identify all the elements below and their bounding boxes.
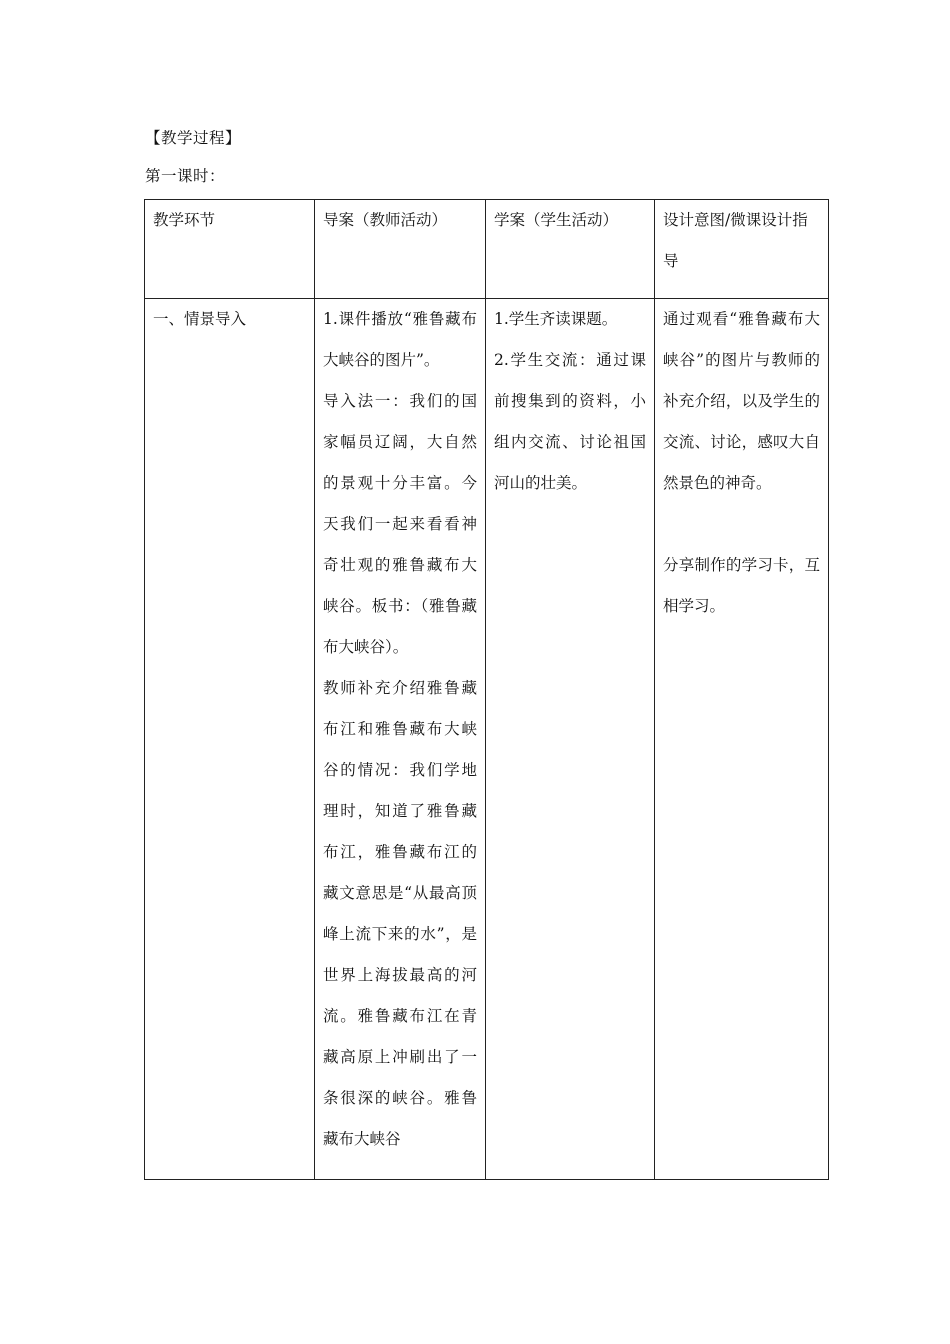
header-stage: 教学环节 xyxy=(145,200,315,299)
paragraph-spacer xyxy=(663,504,820,545)
header-design-intent: 设计意图/微课设计指导 xyxy=(655,200,829,299)
design-paragraph: 分享制作的学习卡，互相学习。 xyxy=(663,556,820,615)
cell-stage: 一、情景导入 xyxy=(145,299,315,1180)
section-heading: 【教学过程】 xyxy=(145,129,242,147)
header-student-activity: 学案（学生活动） xyxy=(486,200,655,299)
student-paragraph: 1.学生齐读课题。 xyxy=(494,310,618,328)
lesson-plan-table xyxy=(144,199,829,1180)
student-paragraph: 2.学生交流：通过课前搜集到的资料，小组内交流、讨论祖国河山的壮美。 xyxy=(494,351,646,492)
teacher-paragraph: 导入法一：我们的国家幅员辽阔，大自然的景观十分丰富。今天我们一起来看看神奇壮观的雅鲁藏布大峡谷。板书：（雅鲁藏布大峡谷）。 xyxy=(323,392,477,656)
cell-teacher-activity xyxy=(315,299,486,1180)
cell-student-activity xyxy=(486,299,655,1180)
design-paragraph: 通过观看“雅鲁藏布大峡谷”的图片与教师的补充介绍，以及学生的交流、讨论，感叹大自然景色的神奇。 xyxy=(663,310,820,492)
table-header-row xyxy=(145,200,829,299)
lesson-period-label: 第一课时： xyxy=(145,167,226,185)
teacher-paragraph: 1.课件播放“雅鲁藏布大峡谷的图片”。 xyxy=(323,310,477,369)
table-row xyxy=(145,299,829,1180)
header-teacher-activity: 导案（教师活动） xyxy=(315,200,486,299)
cell-design-intent xyxy=(655,299,829,1180)
teacher-paragraph: 教师补充介绍雅鲁藏布江和雅鲁藏布大峡谷的情况：我们学地理时，知道了雅鲁藏布江，雅鲁藏布江的藏文意思是“从最高顶峰上流下来的水”，是世界上海拔最高的河流。雅鲁藏布江在青藏高原上冲刷出了一条很深的峡谷。雅鲁藏布大峡谷 xyxy=(323,679,477,1148)
